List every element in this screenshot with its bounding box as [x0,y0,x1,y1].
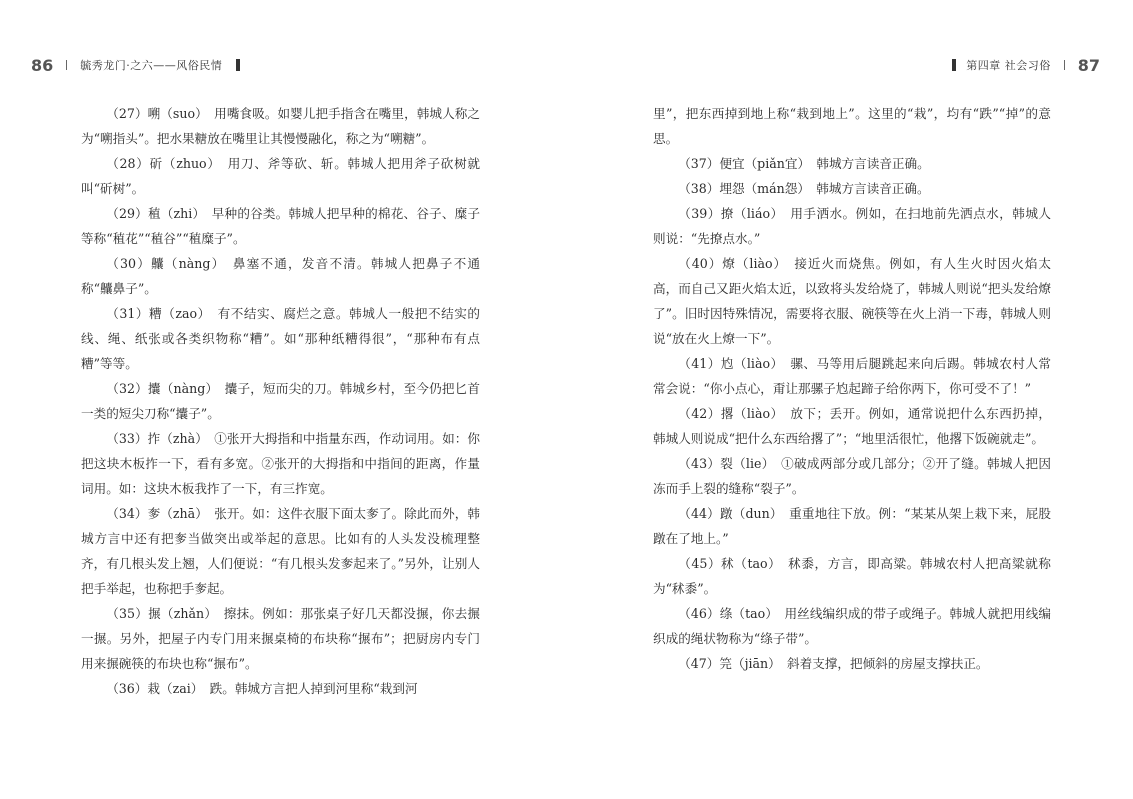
dialect-entry-41: （41）尥（liào） 骡、马等用后腿跳起来向后踢。韩城农村人常常会说：“你小点心，甭让那骡子尥起蹄子给你两下，你可受不了！” [653,356,1051,396]
dialect-entry-34: （34）奓（zhā） 张开。如：这件衣服下面太奓了。除此而外，韩城方言中还有把奓当做突出或举起的意思。比如有的人头发没梳理整齐，有几根头发上翘，人们便说：“有几根头发奓起来了。”另外，让别人把手举起，也称把手奓起。 [81,506,480,596]
dialect-entry-28: （28）斫（zhuo） 用刀、斧等砍、斩。韩城人把用斧子砍树就叫“斫树”。 [81,156,480,196]
dialect-entry-38: （38）埋怨（mán怨） 韩城方言读音正确。 [678,181,930,196]
left-page-number: 86 [31,55,54,75]
right-page-body [653,101,1051,676]
dialect-entry-37: （37）便宜（piǎn宜） 韩城方言读音正确。 [678,156,930,171]
right-page-header [952,52,1100,78]
left-page-body [81,101,480,701]
left-page [0,0,566,799]
header-marker-icon [952,59,956,71]
dialect-entry-45: （45）秫（tao） 秫黍，方言，即高粱。韩城农村人把高粱就称为“秫黍”。 [653,556,1051,596]
dialect-entry-27: （27）嗍（suo） 用嘴食吸。如婴儿把手指含在嘴里，韩城人称之为“嗍指头”。把水果糖放在嘴里让其慢慢融化，称之为“嗍糖”。 [81,106,480,146]
dialect-entry-36: （36）栽（zai） 跌。韩城方言把人掉到河里称“栽到河 [106,681,418,696]
dialect-entry-42: （42）撂（liào） 放下；丢开。例如，通常说把什么东西扔掉，韩城人则说成“把什么东西给撂了”；“地里活很忙，他撂下饭碗就走”。 [653,406,1051,446]
dialect-entry-33: （33）拃（zhà） ①张开大拇指和中指量东西，作动词用。如：你把这块木板拃一下，看有多宽。②张开的大拇指和中指间的距离，作量词用。如：这块木板我拃了一下，有三拃宽。 [81,431,480,496]
dialect-entry-44: （44）蹾（dun） 重重地往下放。例：“某某从架上栽下来，屁股蹾在了地上。” [653,506,1051,546]
right-running-title: 第四章 社会习俗 [966,59,1051,72]
dialect-entry-35: （35）搌（zhǎn） 擦抹。例如：那张桌子好几天都没搌，你去搌一搌。另外，把屋子内专门用来搌桌椅的布块称“搌布”；把厨房内专门用来搌碗筷的布块也称“搌布”。 [81,606,480,671]
header-divider [1064,60,1065,70]
header-marker-icon [236,59,240,71]
right-page-number: 87 [1077,55,1100,75]
dialect-entry-29: （29）稙（zhi） 早种的谷类。韩城人把早种的棉花、谷子、糜子等称“稙花”“稙谷”“稙糜子”。 [81,206,480,246]
right-page [567,0,1133,799]
dialect-entry-36-continued: 里”，把东西掉到地上称“栽到地上”。这里的“栽”，均有“跌”“掉”的意思。 [653,106,1051,146]
dialect-entry-31: （31）糟（zao） 有不结实、腐烂之意。韩城人一般把不结实的线、绳、纸张或各类织物称“糟”。如“那种纸糟得很”，“那种布有点糟”等等。 [81,306,480,371]
dialect-entry-40: （40）燎（liào） 接近火而烧焦。例如，有人生火时因火焰太高，而自己又距火焰太近，以致将头发给烧了，韩城人则说“把头发给燎了”。旧时因特殊情况，需要将衣服、碗筷等在火上消一下毒，韩城人则说“放在火上燎一下”。 [653,256,1051,346]
dialect-entry-32: （32）攮（nàng） 攮子，短而尖的刀。韩城乡村，至今仍把匕首一类的短尖刀称“攮子”。 [81,381,480,421]
dialect-entry-43: （43）裂（lie） ①破成两部分或几部分；②开了缝。韩城人把因冻而手上裂的缝称“裂子”。 [653,456,1051,496]
header-divider [66,60,67,70]
dialect-entry-47: （47）笎（jiān） 斜着支撑，把倾斜的房屋支撑扶正。 [678,656,989,671]
left-running-title: 毓秀龙门·之六——风俗民情 [80,59,223,72]
dialect-entry-30: （30）齉（nàng） 鼻塞不通，发音不清。韩城人把鼻子不通称“齉鼻子”。 [81,256,480,296]
dialect-entry-39: （39）撩（liáo） 用手洒水。例如，在扫地前先洒点水，韩城人则说：“先撩点水。” [653,206,1051,246]
dialect-entry-46: （46）绦（tao） 用丝线编织成的带子或绳子。韩城人就把用线编织成的绳状物称为“绦子带”。 [653,606,1051,646]
left-page-header [31,52,240,78]
